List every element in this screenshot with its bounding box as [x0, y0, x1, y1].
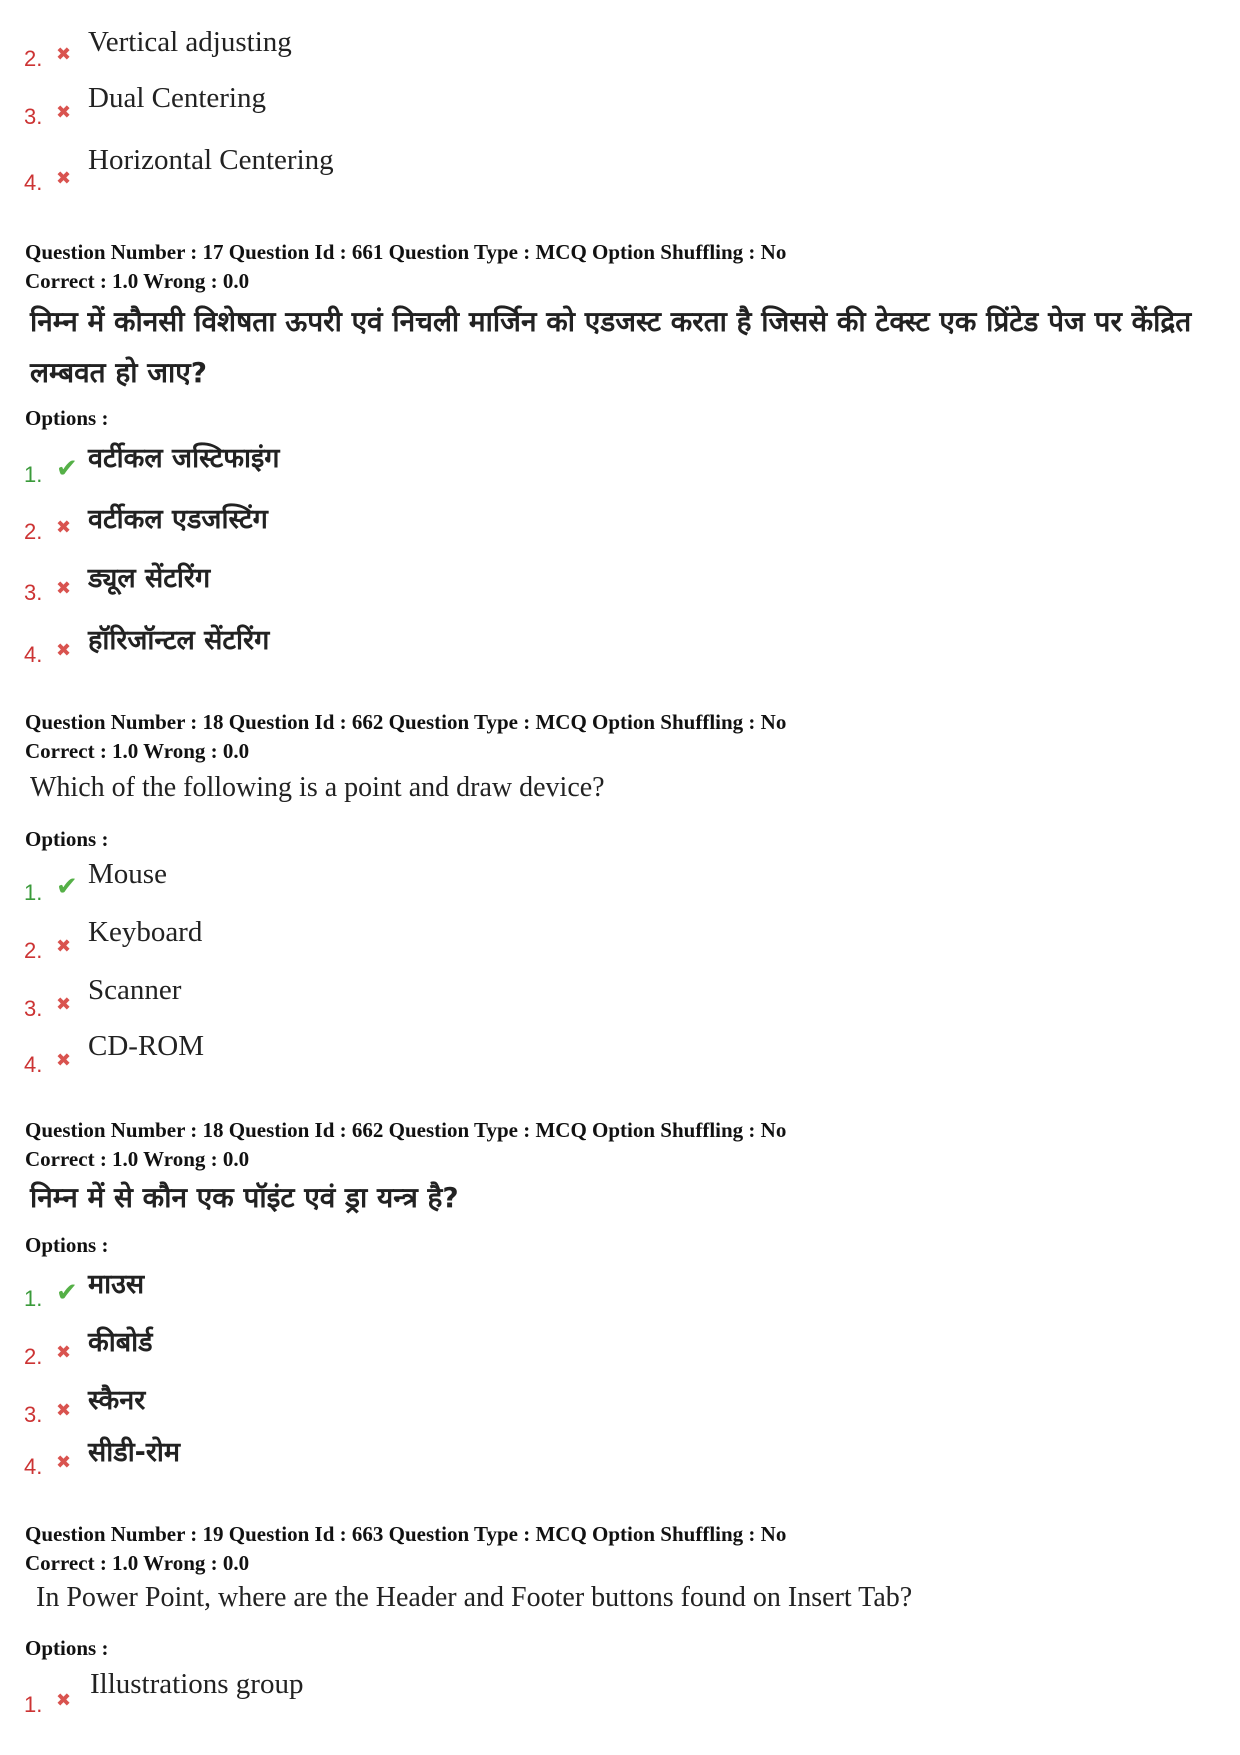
cross-icon: ✖ [56, 1342, 72, 1363]
option-text: Vertical adjusting [88, 26, 292, 58]
question-meta: Question Number : 19 Question Id : 663 Question Type : MCQ Option Shuffling : No [25, 1522, 787, 1546]
option-number: 1. [24, 462, 43, 487]
option-text: Illustrations group [90, 1668, 304, 1700]
options-label: Options : [25, 1636, 109, 1660]
cross-icon: ✖ [56, 102, 72, 123]
question-marks: Correct : 1.0 Wrong : 0.0 [25, 269, 250, 293]
option-text: ड्यूल सेंटरिंग [88, 563, 211, 594]
cross-icon: ✖ [56, 994, 72, 1015]
option-text: Scanner [88, 974, 182, 1006]
cross-icon: ✖ [56, 936, 72, 957]
option-number: 2. [24, 46, 43, 71]
option-text: हॉरिजॉन्टल सेंटरिंग [88, 625, 270, 656]
option-number: 1. [24, 880, 43, 905]
option-number: 2. [24, 938, 43, 963]
check-icon: ✔ [56, 1278, 78, 1308]
option-text: स्कैनर [88, 1385, 146, 1416]
option-number: 4. [24, 170, 43, 195]
cross-icon: ✖ [56, 1690, 72, 1711]
option-number: 4. [24, 1454, 43, 1479]
option-text: वर्टीकल जस्टिफाइंग [88, 443, 280, 474]
question-text: निम्न में कौनसी विशेषता ऊपरी एवं निचली मार्जिन को एडजस्ट करता है जिससे की टेक्स्ट एक प्रिंटेड पेज पर केंद्रित लम्बवत हो जाए? [30, 305, 1192, 389]
option-number: 3. [24, 580, 43, 605]
option-number: 3. [24, 996, 43, 1021]
cross-icon: ✖ [56, 44, 72, 65]
question-text: निम्न में से कौन एक पॉइंट एवं ड्रा यन्त्र है? [30, 1181, 459, 1214]
cross-icon: ✖ [56, 1452, 72, 1473]
cross-icon: ✖ [56, 640, 72, 661]
option-number: 2. [24, 1344, 43, 1369]
question-marks: Correct : 1.0 Wrong : 0.0 [25, 1551, 250, 1575]
question-text: Which of the following is a point and draw device? [30, 772, 605, 803]
cross-icon: ✖ [56, 168, 72, 189]
question-meta: Question Number : 18 Question Id : 662 Question Type : MCQ Option Shuffling : No [25, 710, 787, 734]
options-label: Options : [25, 827, 109, 851]
option-text: Keyboard [88, 916, 203, 948]
option-text: कीबोर्ड [88, 1327, 153, 1358]
option-text: Horizontal Centering [88, 144, 334, 176]
question-meta: Question Number : 17 Question Id : 661 Question Type : MCQ Option Shuffling : No [25, 240, 787, 264]
cross-icon: ✖ [56, 578, 72, 599]
option-number: 1. [24, 1692, 43, 1717]
option-text: Dual Centering [88, 82, 266, 114]
option-number: 4. [24, 1052, 43, 1077]
option-text: CD-ROM [88, 1030, 205, 1062]
cross-icon: ✖ [56, 517, 72, 538]
options-label: Options : [25, 1233, 109, 1257]
question-marks: Correct : 1.0 Wrong : 0.0 [25, 1147, 250, 1171]
option-text: सीडी-रोम [88, 1437, 181, 1468]
options-label: Options : [25, 406, 109, 430]
check-icon: ✔ [56, 872, 78, 902]
question-marks: Correct : 1.0 Wrong : 0.0 [25, 739, 250, 763]
question-text: In Power Point, where are the Header and Footer buttons found on Insert Tab? [36, 1582, 913, 1613]
option-text: माउस [88, 1269, 145, 1300]
option-text: Mouse [88, 858, 167, 890]
option-number: 1. [24, 1286, 43, 1311]
cross-icon: ✖ [56, 1050, 72, 1071]
option-number: 3. [24, 1402, 43, 1427]
option-text: वर्टीकल एडजस्टिंग [88, 504, 268, 535]
option-number: 3. [24, 104, 43, 129]
option-number: 2. [24, 519, 43, 544]
check-icon: ✔ [56, 454, 78, 484]
cross-icon: ✖ [56, 1400, 72, 1421]
option-number: 4. [24, 642, 43, 667]
question-meta: Question Number : 18 Question Id : 662 Question Type : MCQ Option Shuffling : No [25, 1118, 787, 1142]
